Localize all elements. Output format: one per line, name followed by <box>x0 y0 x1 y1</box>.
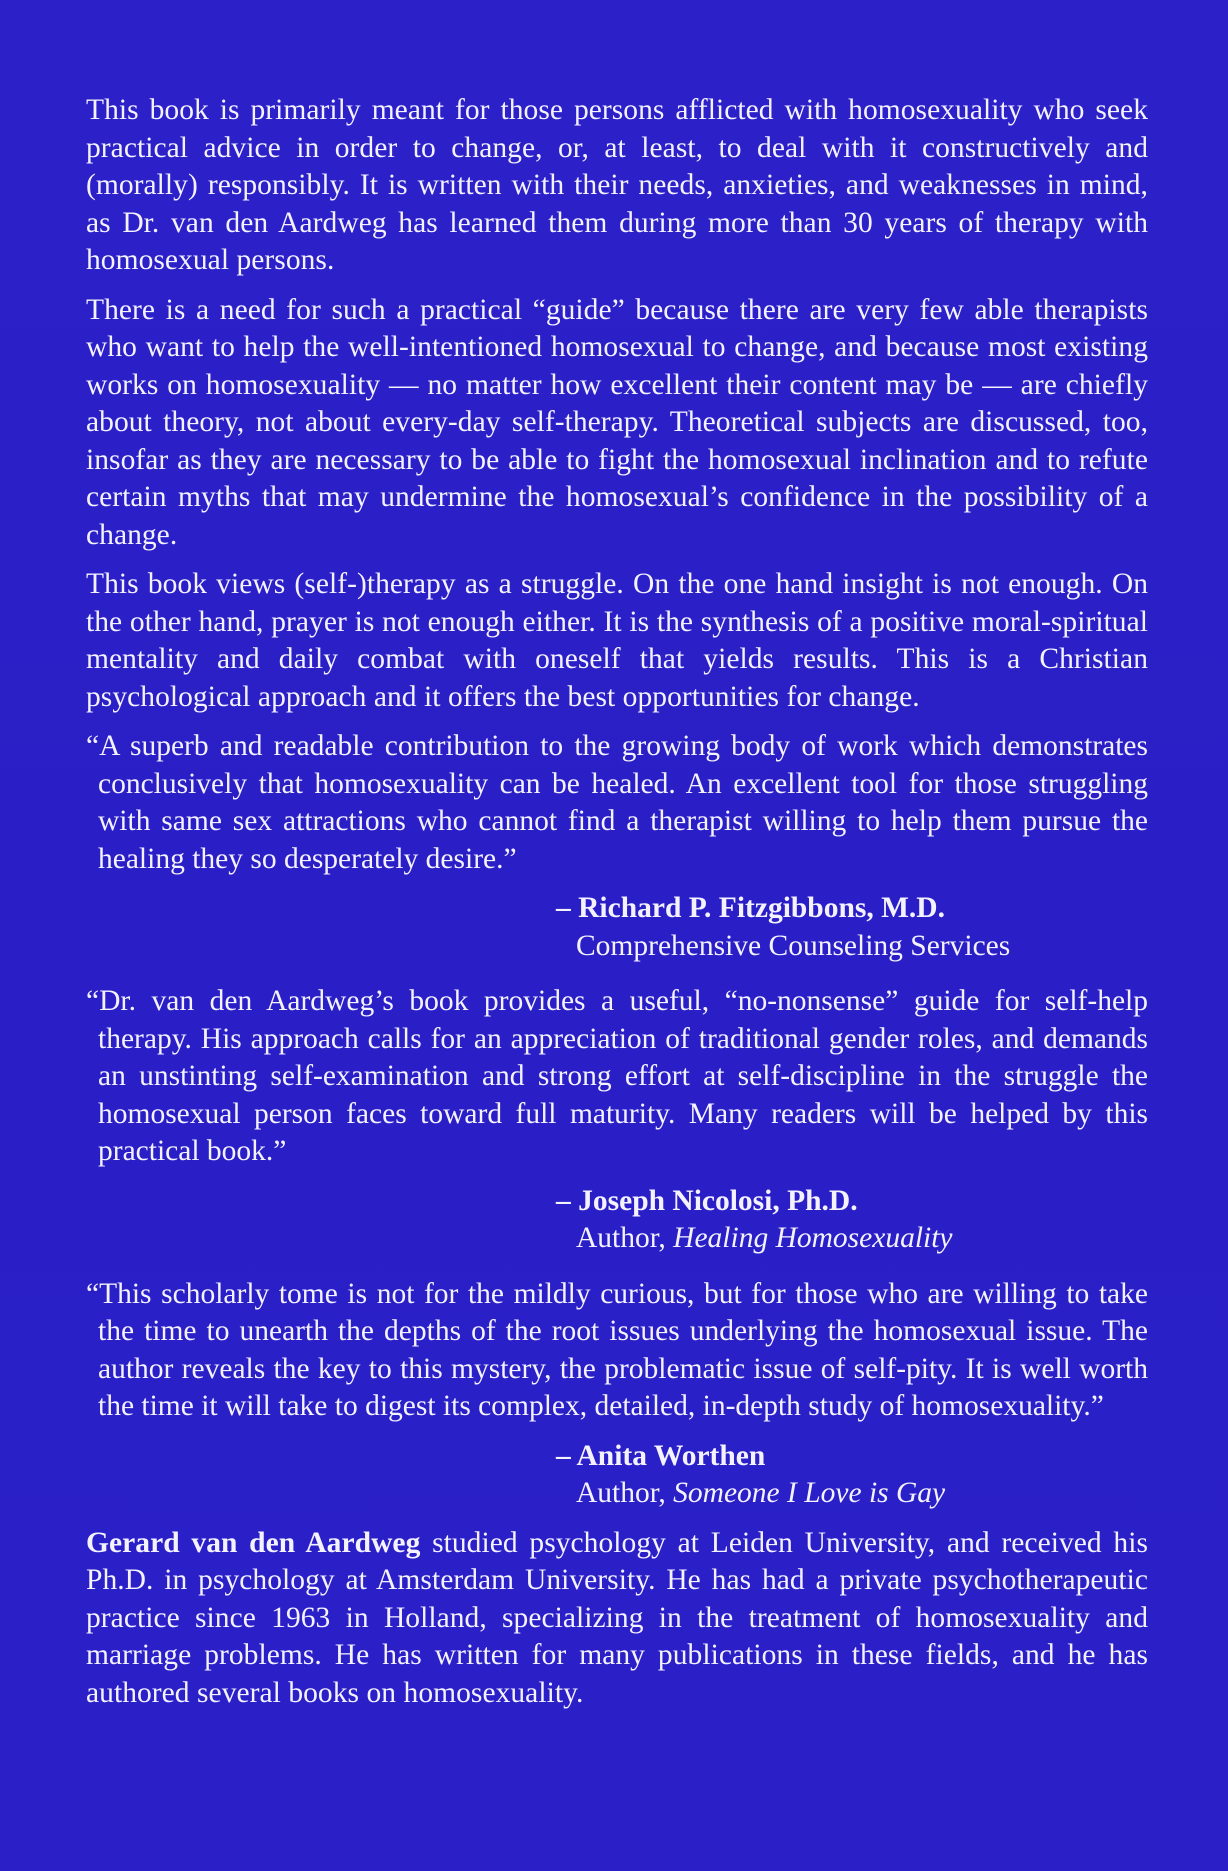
author-name: Gerard van den Aardweg <box>86 1526 421 1559</box>
endorsement-quote-2: “Dr. van den Aardweg’s book provides a useful, “no-nonsense” guide for self-help therapy. His approach calls for an appreciation of traditional gender roles, and demands an unstinting self-examination and strong effort at self-discipline in the struggle the homosexual person faces toward full maturity. Many readers will be helped by this practical book.” <box>86 985 1148 1167</box>
endorser-role-prefix-3: Author, <box>576 1477 674 1509</box>
endorser-book-2: Healing Homosexuality <box>673 1222 953 1254</box>
intro-paragraph-1: This book is primarily meant for those persons afflicted with homosexuality who seek practical advice in order to change, or, at least, to deal with it constructively and (morally) responsibly. It is written with their needs, anxieties, and weaknesses in mind, as Dr. van den Aardweg has learned them during more than 30 years of therapy with homosexual persons. <box>86 94 1148 276</box>
endorser-role-prefix-1: Comprehensive Counseling Services <box>576 929 1011 962</box>
endorser-role-2 <box>576 1220 1148 1258</box>
endorsement-quote-3: “This scholarly tome is not for the mildly curious, but for those who are willing to take the time to unearth the depths of the root issues underlying the homosexual issue. The author reveals the key to this mystery, the problematic issue of self-pity. It is well worth the time it will take to digest its complex, detailed, in-depth study of homosexuality.” <box>86 1277 1148 1422</box>
endorser-name-2: – Joseph Nicolosi, Ph.D. <box>556 1184 858 1217</box>
endorser-name-1: – Richard P. Fitzgibbons, M.D. <box>556 892 945 924</box>
endorsement-attribution-1 <box>556 890 1148 965</box>
endorsement-attribution-3 <box>556 1438 1148 1513</box>
intro-paragraph-2: There is a need for such a practical “guide” because there are very few able therapists who want to help the well-intentioned homosexual to change, and because most existing works on homosexuality — no matter how excellent their content may be — are chiefly about theory, not about every-day self-therapy. Theoretical subjects are discussed, too, insofar as they are necessary to be able to fight the homosexual inclination and to refute certain myths that may undermine the homosexual’s confidence in the possibility of a change. <box>86 293 1148 551</box>
author-bio <box>86 1525 1148 1713</box>
intro-paragraph-3: This book views (self-)therapy as a struggle. On the one hand insight is not enough. On the other hand, prayer is not enough either. It is the synthesis of a positive moral-spiritual mentality and daily combat with oneself that yields results. This is a Christian psychological approach and it offers the best opportunities for change. <box>86 568 1148 713</box>
endorser-role-1 <box>576 928 1148 966</box>
endorsement-quote-1: “A superb and readable contribution to the growing body of work which demonstrates conclusively that homosexuality can be healed. An excellent tool for those struggling with same sex attractions who cannot find a therapist willing to help them pursue the healing they so desperately desire.” <box>86 730 1148 875</box>
endorser-name-3: – Anita Worthen <box>556 1439 766 1472</box>
endorser-role-3 <box>576 1475 1148 1513</box>
author-bio-text: studied psychology at Leiden University, and received his Ph.D. in psychology at Amsterdam University. He has had a private psychotherapeutic practice since 1963 in Holland, specializing in the treatment of homosexuality and marriage problems. He has written for many publications in these fields, and he has authored several books on homosexuality. <box>86 1526 1148 1709</box>
endorsement-attribution-2 <box>556 1183 1148 1258</box>
endorser-book-3: Someone I Love is Gay <box>673 1477 946 1509</box>
endorser-role-prefix-2: Author, <box>576 1222 674 1254</box>
